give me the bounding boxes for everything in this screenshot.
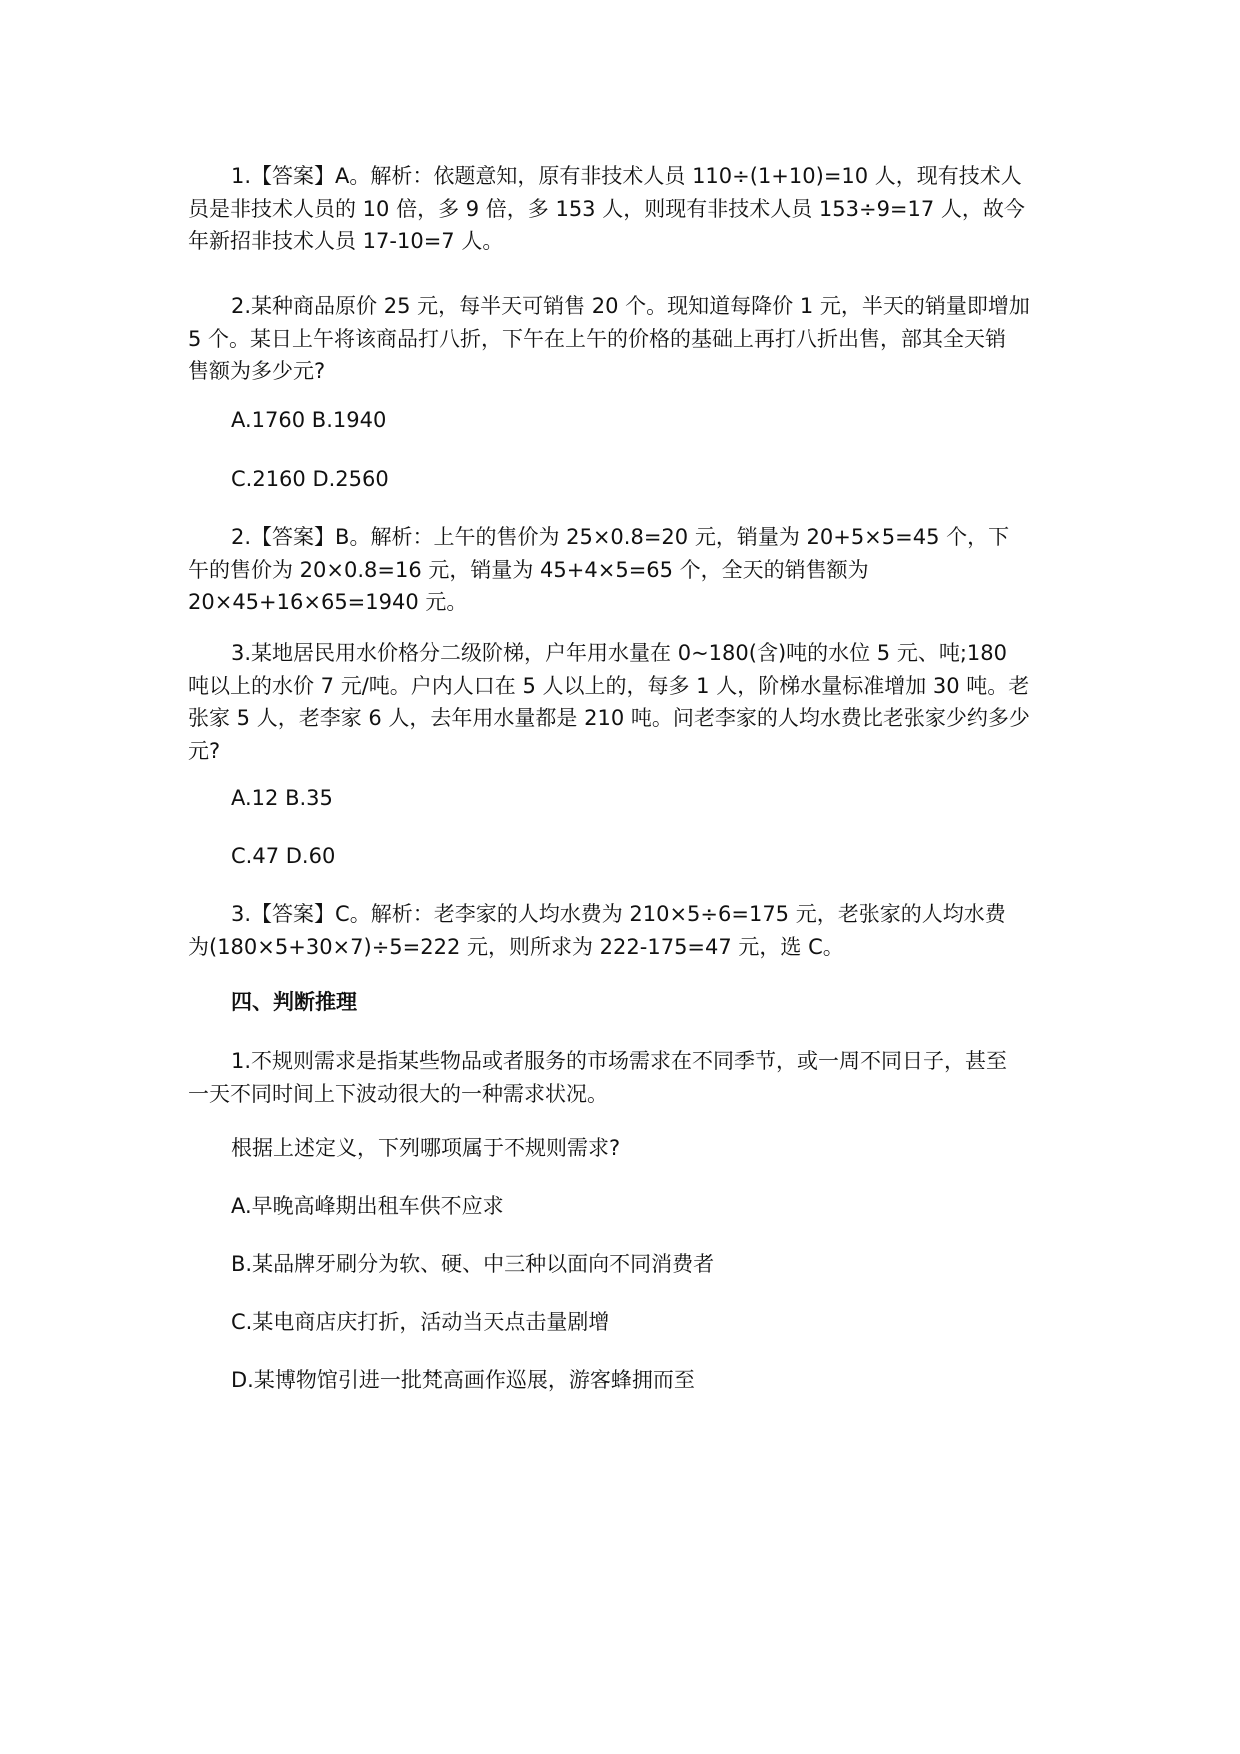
text-line: 员是非技术人员的 10 倍，多 9 倍，多 153 人，则现有非技术人员 153÷9=17 人，故今 [188, 196, 1025, 221]
question-3-options-cd [188, 840, 1056, 873]
text-line: 2.【答案】B。解析：上午的售价为 25×0.8=20 元，销量为 20+5×5=45 个，下 [231, 525, 1010, 549]
question-3-options-ab [188, 782, 1056, 815]
judgement-option-a [188, 1190, 1056, 1223]
text-line: 3.某地居民用水价格分二级阶梯，户年用水量在 0~180(含)吨的水位 5 元、吨;180 [231, 641, 1008, 665]
question-2 [188, 290, 1056, 388]
text-line: 3.【答案】C。解析：老李家的人均水费为 210×5÷6=175 元，老张家的人均水费 [231, 902, 1006, 926]
judgement-prompt [188, 1132, 1056, 1165]
text-line: 20×45+16×65=1940 元。 [188, 590, 468, 615]
question-2-options-cd [188, 463, 1056, 496]
text-line: 5 个。某日上午将该商品打八折，下午在上午的价格的基础上再打八折出售，部其全天销 [188, 326, 1007, 351]
judgement-question-1 [188, 1045, 1056, 1110]
judgement-option-b [188, 1248, 1056, 1281]
text-line: 根据上述定义，下列哪项属于不规则需求? [231, 1136, 621, 1160]
judgement-option-d [188, 1364, 1056, 1397]
option-line: C.2160 D.2560 [231, 467, 389, 491]
option-line: B.某品牌牙刷分为软、硬、中三种以面向不同消费者 [231, 1252, 715, 1276]
option-line: D.某博物馆引进一批梵高画作巡展，游客蜂拥而至 [231, 1368, 695, 1392]
text-line: 元? [188, 738, 221, 763]
answer-1-explanation [188, 160, 1056, 258]
text-line: 吨以上的水价 7 元/吨。户内人口在 5 人以上的，每多 1 人，阶梯水量标准增加 30 吨。老 [188, 673, 1030, 698]
text-line: 年新招非技术人员 17-10=7 人。 [188, 229, 504, 254]
option-line: A.1760 B.1940 [231, 408, 387, 432]
answer-3-explanation [188, 898, 1056, 963]
text-line: 张家 5 人，老李家 6 人，去年用水量都是 210 吨。问老李家的人均水费比老张家少约多少 [188, 706, 1030, 731]
option-line: C.47 D.60 [231, 844, 336, 868]
text-line: 一天不同时间上下波动很大的一种需求状况。 [188, 1081, 608, 1106]
option-line: C.某电商店庆打折，活动当天点击量剧增 [231, 1310, 610, 1334]
text-line: 2.某种商品原价 25 元，每半天可销售 20 个。现知道每降价 1 元，半天的销量即增加 [231, 294, 1030, 318]
judgement-option-c [188, 1306, 1056, 1339]
text-line: 午的售价为 20×0.8=16 元，销量为 45+4×5=65 个，全天的销售额为 [188, 557, 869, 582]
text-line: 售额为多少元? [188, 359, 326, 384]
option-line: A.12 B.35 [231, 786, 333, 810]
answer-2-explanation [188, 521, 1056, 619]
text-line: 1.不规则需求是指某些物品或者服务的市场需求在不同季节，或一周不同日子，甚至 [231, 1049, 1008, 1073]
text-line: 1.【答案】A。解析：依题意知，原有非技术人员 110÷(1+10)=10 人，现有技术人 [231, 164, 1022, 188]
option-line: A.早晚高峰期出租车供不应求 [231, 1194, 504, 1218]
question-2-options-ab [188, 404, 1056, 437]
question-3 [188, 637, 1056, 767]
section-heading: 四、判断推理 [231, 990, 357, 1014]
text-line: 为(180×5+30×7)÷5=222 元，则所求为 222-175=47 元，选 C。 [188, 934, 844, 959]
